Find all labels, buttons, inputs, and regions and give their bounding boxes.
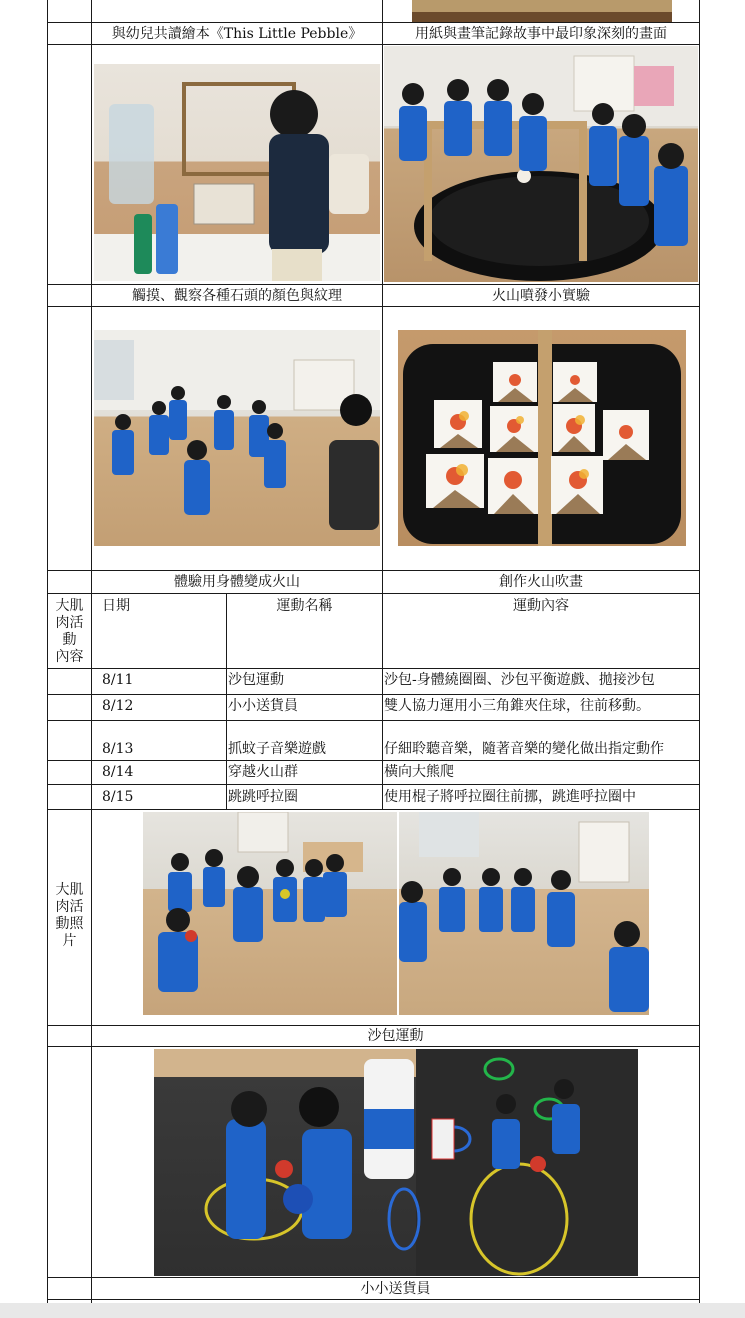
caption-touch-stones: 觸摸、觀察各種石頭的顏色與紋理 xyxy=(132,288,342,304)
table-row-content: 仔細聆聽音樂，隨著音樂的變化做出指定動作 xyxy=(384,741,664,757)
top-partial-photo xyxy=(412,0,672,22)
section-label-activity-photos: 大肌 肉活 動照 片 xyxy=(55,882,84,949)
caption-beanbag: 沙包運動 xyxy=(367,1028,424,1044)
table-row-content: 使用棍子將呼拉圈往前挪，跳進呼拉圈中 xyxy=(384,789,636,805)
photo-beanbag-2 xyxy=(399,812,649,1015)
header-activity-name: 運動名稱 xyxy=(276,598,333,614)
header-date: 日期 xyxy=(102,598,130,614)
header-activity-content: 運動內容 xyxy=(513,598,569,614)
table-row-name: 沙包運動 xyxy=(228,672,284,688)
photo-beanbag-1 xyxy=(143,812,397,1015)
photo-children-tray xyxy=(384,46,698,282)
caption-volcano-experiment: 火山噴發小實驗 xyxy=(492,288,590,304)
table-row-content: 橫向大熊爬 xyxy=(384,764,454,780)
table-row-name: 抓蚊子音樂遊戲 xyxy=(228,741,326,757)
photo-body-volcano xyxy=(94,330,380,546)
photo-stones xyxy=(94,64,380,281)
caption-body-volcano: 體驗用身體變成火山 xyxy=(174,574,300,590)
section-label-activity-content: 大肌 肉活 動 內容 xyxy=(55,598,84,665)
caption-read-book: 與幼兒共讀繪本《This Little Pebble》 xyxy=(111,26,363,42)
table-row-date: 8/13 xyxy=(102,741,134,757)
table-row-name: 穿越火山群 xyxy=(228,764,298,780)
caption-little-delivery: 小小送貨員 xyxy=(360,1281,431,1297)
table-row-date: 8/12 xyxy=(102,698,134,714)
photo-volcano-paintings xyxy=(398,330,686,546)
table-row-date: 8/14 xyxy=(102,764,134,780)
table-row-name: 跳跳呼拉圈 xyxy=(228,789,298,805)
viewer-bottom-bar xyxy=(0,1303,745,1318)
table-row-date: 8/15 xyxy=(102,789,134,805)
photo-little-delivery xyxy=(154,1049,638,1276)
table-row-name: 小小送貨員 xyxy=(228,698,298,714)
table-row-content: 雙人協力運用小三角錐夾住球，往前移動。 xyxy=(384,698,650,714)
table-row-content: 沙包-身體繞圈圈、沙包平衡遊戲、拋接沙包 xyxy=(384,672,655,688)
caption-blow-painting: 創作火山吹畫 xyxy=(499,574,583,590)
table-row-date: 8/11 xyxy=(102,672,134,688)
caption-draw-story: 用紙與畫筆記錄故事中最印象深刻的畫面 xyxy=(415,26,667,42)
